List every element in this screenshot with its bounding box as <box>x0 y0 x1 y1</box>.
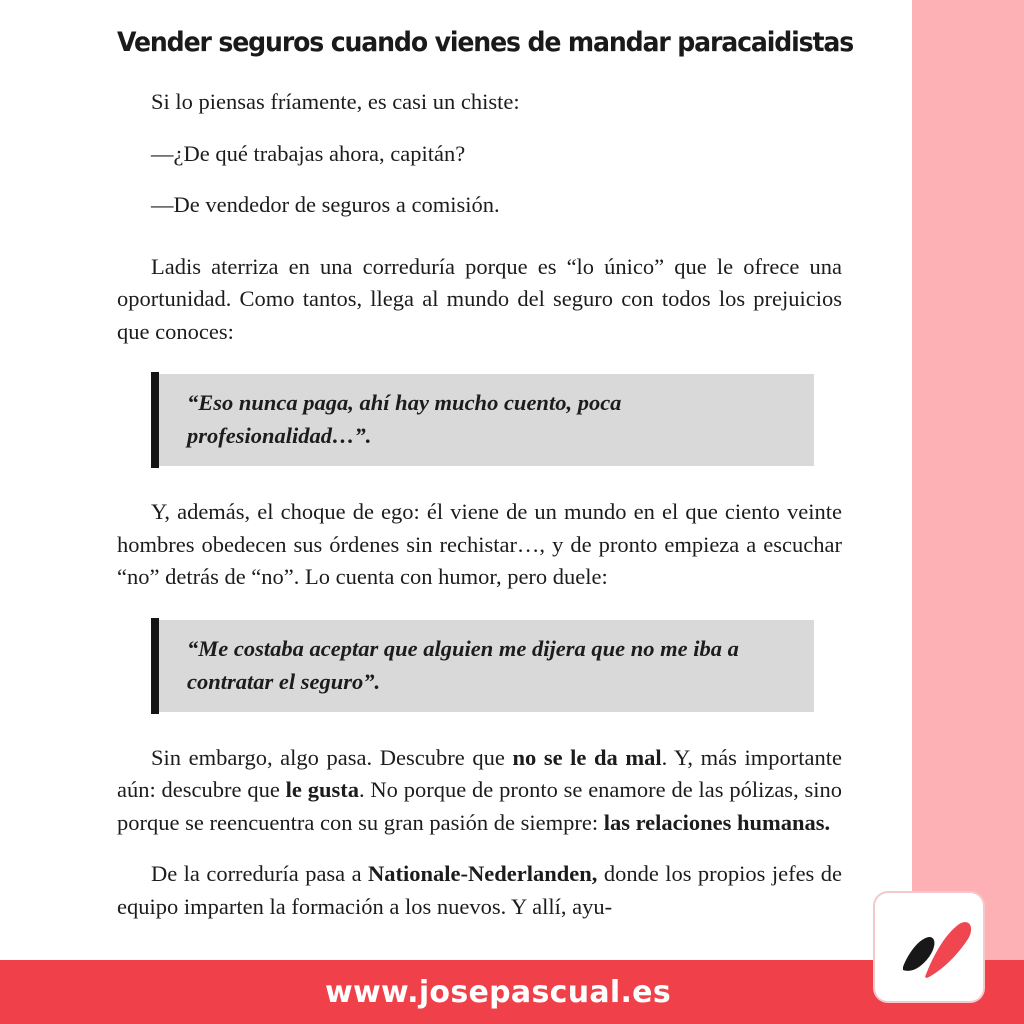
page-title: Vender seguros cuando vienes de mandar paracaidistas <box>117 27 854 58</box>
bold-run: las relaciones humanas. <box>603 809 831 835</box>
paragraph-dialogue-answer: —De vendedor de seguros a comisión. <box>151 192 500 217</box>
text-run: Sin embargo, algo pasa. Descubre que <box>151 744 513 770</box>
website-link[interactable]: www.josepascual.es <box>325 974 671 1010</box>
side-accent-band <box>912 0 1024 960</box>
text-run: . Y, más importante aún: descubre que <box>117 744 842 802</box>
paragraph-dialogue-question: —¿De qué trabajas ahora, capitán? <box>151 140 466 166</box>
book-page <box>117 18 854 923</box>
paragraph-correduria: Ladis aterriza en una correduría porque es “lo único” que le ofrece una oportunidad. Como tantos, llega al mundo del seguro con todos los prejuicios que conoces: <box>117 253 842 344</box>
quote-text: “Me costaba aceptar que alguien me dijera que no me iba a contratar el seguro”. <box>187 635 739 694</box>
bold-run: no se le da mal <box>512 744 662 770</box>
paragraph-nationale <box>117 858 842 923</box>
paragraph-descubre <box>117 742 842 840</box>
bold-run: le gusta <box>285 777 359 802</box>
text-run: donde los propios jefes de equipo imparten la formación a los nuevos. Y allí, ayu- <box>117 861 842 919</box>
pull-quote-seguro <box>151 620 814 712</box>
brand-logo <box>875 893 983 1001</box>
pull-quote-prejuicios <box>151 374 814 466</box>
paragraph-ego: Y, además, el choque de ego: él viene de un mundo en el que ciento veinte hombres obedecen sus órdenes sin rechistar…, y de pronto empieza a escuchar “no” detrás de “no”. Lo cuenta con humor, pero duele: <box>117 499 842 589</box>
paragraph-intro: Si lo piensas fríamente, es casi un chiste: <box>151 89 520 114</box>
footer-band <box>0 960 1024 1024</box>
text-run: . No porque de pronto se enamore de las pólizas, sino porque se reencuentra con su gran pasión de siempre: <box>117 777 843 835</box>
quote-bar <box>151 372 159 468</box>
quote-bar <box>151 618 159 714</box>
bold-run: Nationale-Nederlanden, <box>368 861 598 886</box>
text-run: De la correduría pasa a <box>151 861 369 886</box>
josepascual-logo-icon <box>875 893 983 1001</box>
quote-text: “Eso nunca paga, ahí hay mucho cuento, poca profesionalidad…”. <box>187 390 622 448</box>
